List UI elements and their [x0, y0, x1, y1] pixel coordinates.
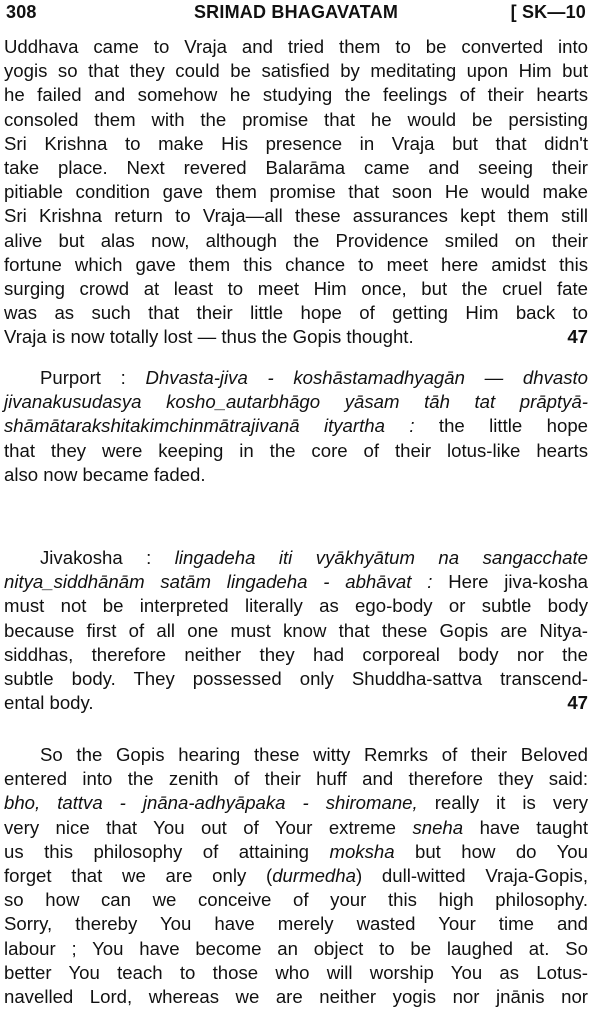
- text-line: Sri Krishna return to Vraja—all these assurances kept them still: [4, 205, 588, 227]
- sanskrit-text: lingadeha iti vyākhyātum na sangacchate: [174, 547, 589, 568]
- section-marker: [ SK—10: [510, 2, 586, 22]
- sanskrit-text: durmedha: [272, 864, 356, 886]
- text-line: [4, 691, 588, 715]
- sanskrit-text: bho, tattva - jnāna-adhyāpaka - shiromane,: [4, 792, 418, 814]
- text-line: must not be interpreted literally as ego-body or subtle body: [4, 595, 588, 617]
- text-line: So the Gopis hearing these witty Remrks of their Beloved: [40, 744, 588, 765]
- text-line: because first of all one must know that these Gopis are Nitya-: [4, 619, 588, 641]
- text-line: labour ; You have become an object to be laughed at. So: [4, 937, 588, 959]
- jivakosha-label: Jivakosha :: [40, 547, 152, 568]
- sanskrit-text: jivanakusudasya kosho_autarbhāgo yāsam tāh tat prāptyā-: [4, 391, 588, 413]
- text-line: Uddhava came to Vraja and tried them to be converted into: [4, 36, 588, 57]
- text-line: [4, 864, 588, 888]
- text-line: entered into the zenith of their huff and therefore they said:: [4, 768, 588, 790]
- text-line-content: very nice that You out of Your extreme: [4, 816, 397, 838]
- text-line: [4, 414, 588, 438]
- text-line-content: Vraja is now totally lost — thus the Gopis thought.: [4, 326, 414, 348]
- text-line-content: forget that we are only (: [4, 864, 273, 886]
- paragraph-gopis-reply: [4, 743, 588, 1009]
- text-line: [4, 390, 588, 414]
- text-line: siddhas, therefore neither they had corporeal body nor the: [4, 643, 588, 665]
- verse-number: 47: [567, 326, 588, 348]
- verse-number: 47: [567, 692, 588, 714]
- text-line: [4, 791, 588, 815]
- text-line: fortune which gave them this chance to meet here amidst this: [4, 253, 588, 275]
- text-line: [4, 546, 588, 570]
- sanskrit-text: nitya_siddhānām satām lingadeha - abhāvat :: [4, 571, 433, 593]
- text-line: better You teach to those who will worship You as Lotus-: [4, 961, 588, 983]
- text-line: yogis so that they could be satisfied by meditating upon Him but: [4, 60, 588, 82]
- text-line: Sorry, thereby You have merely wasted Your time and: [4, 913, 588, 935]
- running-title: SRIMAD BHAGAVATAM: [193, 2, 399, 22]
- text-line: he failed and somehow he studying the feelings of their hearts: [4, 84, 588, 106]
- text-line: consoled them with the promise that he would be persisting: [4, 108, 588, 130]
- text-line: [4, 570, 588, 594]
- sanskrit-text: moksha: [329, 840, 395, 862]
- purport-label: Purport :: [40, 367, 126, 388]
- text-line-content: ental body.: [4, 692, 94, 714]
- text-line: pitiable condition gave them promise that soon He would make: [4, 181, 588, 203]
- text-line-content: Here jiva-kosha: [448, 571, 588, 593]
- text-line: so how can we conceive of your this high philosophy.: [4, 889, 588, 911]
- text-line-content: really it is very: [434, 792, 588, 814]
- sanskrit-text: sneha: [412, 816, 464, 838]
- text-line: that they were keeping in the core of their lotus-like hearts: [4, 439, 588, 461]
- text-line-content: ) dull-witted Vraja-Gopis,: [355, 864, 588, 886]
- text-line-content: but how do You: [415, 840, 588, 862]
- text-line: [4, 816, 588, 840]
- text-line-content: the little hope: [438, 415, 589, 437]
- text-line: [4, 325, 588, 349]
- text-line: Sri Krishna to make His presence in Vraja but that didn't: [4, 132, 588, 154]
- page-header: [6, 2, 586, 26]
- text-line: surging crowd at least to meet Him once, but the cruel fate: [4, 277, 588, 299]
- paragraph-jivakosha: [4, 546, 588, 715]
- text-line-content: have taught: [479, 816, 589, 838]
- text-line: [4, 366, 588, 390]
- page-number: 308: [6, 2, 37, 22]
- paragraph-purport: [4, 366, 588, 487]
- sanskrit-text: shāmātarakshitakimchinmātrajivanā ityartha :: [4, 415, 415, 437]
- text-line: alive but alas now, although the Providence smiled on their: [4, 229, 588, 251]
- sanskrit-text: Dhvasta-jiva - koshāstamadhyagān — dhvasto: [145, 367, 589, 388]
- text-line: subtle body. They possessed only Shuddha-sattva transcend-: [4, 667, 588, 689]
- text-line: also now became faded.: [4, 463, 206, 485]
- paragraph-verse-translation: [4, 35, 588, 349]
- text-line: take place. Next revered Balarāma came and seeing their: [4, 156, 588, 178]
- text-line: [4, 840, 588, 864]
- text-line: navelled Lord, whereas we are neither yogis nor jnānis nor: [4, 985, 588, 1007]
- text-line: was as such that their little hope of getting Him back to: [4, 302, 588, 324]
- text-line-content: us this philosophy of attaining: [4, 840, 310, 862]
